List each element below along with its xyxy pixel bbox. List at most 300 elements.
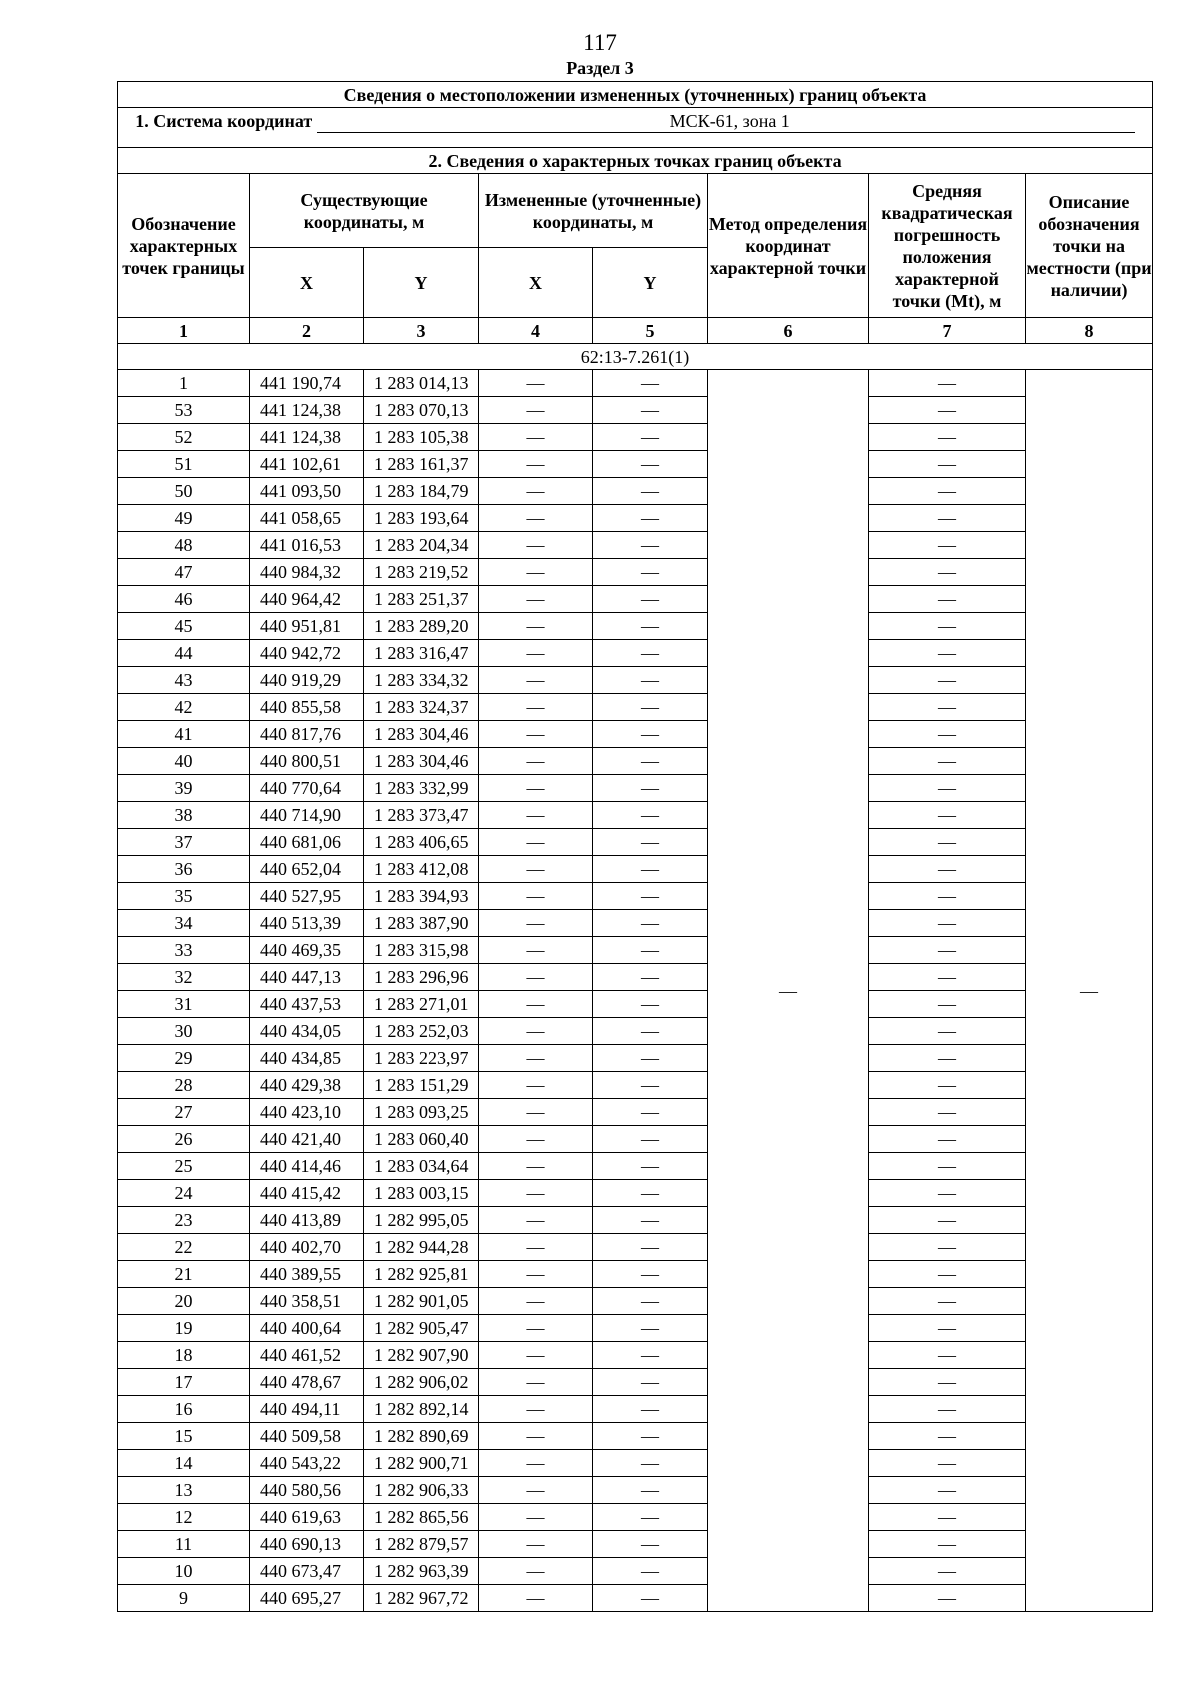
point-number: 42 — [118, 694, 250, 721]
parcel-id: 62:13-7.261(1) — [118, 344, 1153, 370]
existing-y-value: 1 283 296,96 — [364, 964, 479, 991]
existing-y-value: 1 282 901,05 — [364, 1288, 479, 1315]
point-number: 14 — [118, 1450, 250, 1477]
changed-x-value: — — [479, 1450, 593, 1477]
mean-error-value: — — [869, 478, 1026, 505]
changed-y-value: — — [593, 775, 708, 802]
column-number: 7 — [869, 318, 1026, 344]
changed-y-value: — — [593, 397, 708, 424]
existing-x-value: 440 358,51 — [250, 1288, 364, 1315]
table-row — [118, 1369, 1153, 1396]
point-number: 34 — [118, 910, 250, 937]
changed-y-value: — — [593, 370, 708, 397]
page-number: 117 — [583, 30, 617, 55]
point-number: 29 — [118, 1045, 250, 1072]
point-number: 30 — [118, 1018, 250, 1045]
existing-x-value: 440 402,70 — [250, 1234, 364, 1261]
table-row — [118, 1180, 1153, 1207]
changed-x-value: — — [479, 1234, 593, 1261]
existing-x-value: 441 058,65 — [250, 505, 364, 532]
point-number: 15 — [118, 1423, 250, 1450]
point-number: 37 — [118, 829, 250, 856]
changed-y-value: — — [593, 451, 708, 478]
point-number: 40 — [118, 748, 250, 775]
changed-x-value: — — [479, 451, 593, 478]
changed-x-value: — — [479, 1342, 593, 1369]
mean-error-value: — — [869, 829, 1026, 856]
changed-y-value: — — [593, 1558, 708, 1585]
mean-error-value: — — [869, 424, 1026, 451]
changed-x-value: — — [479, 910, 593, 937]
existing-x-value: 440 984,32 — [250, 559, 364, 586]
changed-y-value: — — [593, 856, 708, 883]
point-number: 41 — [118, 721, 250, 748]
changed-y-value: — — [593, 559, 708, 586]
existing-x-value: 441 190,74 — [250, 370, 364, 397]
existing-x-value: 440 434,85 — [250, 1045, 364, 1072]
existing-x-value: 440 527,95 — [250, 883, 364, 910]
table-row — [118, 721, 1153, 748]
existing-y-value: 1 282 944,28 — [364, 1234, 479, 1261]
table-row — [118, 1045, 1153, 1072]
changed-x-value: — — [479, 937, 593, 964]
mean-error-value: — — [869, 802, 1026, 829]
changed-y-value: — — [593, 424, 708, 451]
existing-y-value: 1 283 003,15 — [364, 1180, 479, 1207]
existing-x-value: 440 580,56 — [250, 1477, 364, 1504]
changed-x-value: — — [479, 1099, 593, 1126]
changed-x-value: — — [479, 1315, 593, 1342]
existing-y-value: 1 283 334,32 — [364, 667, 479, 694]
column-number: 6 — [708, 318, 869, 344]
changed-y-value: — — [593, 1369, 708, 1396]
existing-x-value: 440 919,29 — [250, 667, 364, 694]
existing-x-value: 441 124,38 — [250, 397, 364, 424]
table-row — [118, 802, 1153, 829]
changed-y-value: — — [593, 1423, 708, 1450]
changed-y-value: — — [593, 1072, 708, 1099]
changed-x-value: — — [479, 856, 593, 883]
existing-y-value: 1 283 332,99 — [364, 775, 479, 802]
existing-x-value: 440 415,42 — [250, 1180, 364, 1207]
points-title: 2. Сведения о характерных точках границ объекта — [118, 148, 1153, 174]
existing-y-value: 1 283 304,46 — [364, 721, 479, 748]
coord-system-label: 1. Система координат — [135, 111, 313, 131]
table-row — [118, 613, 1153, 640]
table-row — [118, 1018, 1153, 1045]
point-number: 49 — [118, 505, 250, 532]
header-existing-y: Y — [364, 248, 479, 318]
mean-error-value: — — [869, 1531, 1026, 1558]
point-number: 44 — [118, 640, 250, 667]
table-row — [118, 829, 1153, 856]
mean-error-value: — — [869, 1126, 1026, 1153]
existing-y-value: 1 283 219,52 — [364, 559, 479, 586]
table-row — [118, 937, 1153, 964]
changed-y-value: — — [593, 1126, 708, 1153]
changed-y-value: — — [593, 1045, 708, 1072]
existing-x-value: 440 673,47 — [250, 1558, 364, 1585]
table-row — [118, 1585, 1153, 1612]
table-row — [118, 1234, 1153, 1261]
changed-x-value: — — [479, 694, 593, 721]
table-row — [118, 775, 1153, 802]
existing-y-value: 1 283 151,29 — [364, 1072, 479, 1099]
mean-error-value: — — [869, 1045, 1026, 1072]
changed-y-value: — — [593, 1396, 708, 1423]
point-number: 19 — [118, 1315, 250, 1342]
changed-x-value: — — [479, 721, 593, 748]
changed-y-value: — — [593, 640, 708, 667]
mean-error-value: — — [869, 1018, 1026, 1045]
mean-error-value: — — [869, 937, 1026, 964]
point-number: 51 — [118, 451, 250, 478]
existing-x-value: 440 543,22 — [250, 1450, 364, 1477]
point-number: 25 — [118, 1153, 250, 1180]
changed-x-value: — — [479, 1396, 593, 1423]
existing-y-value: 1 282 906,02 — [364, 1369, 479, 1396]
method-value: — — [708, 370, 869, 1612]
changed-x-value: — — [479, 1207, 593, 1234]
table-row — [118, 856, 1153, 883]
point-number: 52 — [118, 424, 250, 451]
table-row — [118, 748, 1153, 775]
existing-y-value: 1 282 995,05 — [364, 1207, 479, 1234]
header-method: Метод определения координат характерной точки — [708, 174, 869, 318]
mean-error-value: — — [869, 883, 1026, 910]
changed-y-value: — — [593, 829, 708, 856]
existing-x-value: 440 714,90 — [250, 802, 364, 829]
mean-error-value: — — [869, 1504, 1026, 1531]
existing-y-value: 1 283 412,08 — [364, 856, 479, 883]
changed-x-value: — — [479, 370, 593, 397]
point-number: 43 — [118, 667, 250, 694]
existing-y-value: 1 282 892,14 — [364, 1396, 479, 1423]
existing-x-value: 440 389,55 — [250, 1261, 364, 1288]
existing-y-value: 1 282 907,90 — [364, 1342, 479, 1369]
existing-y-value: 1 283 289,20 — [364, 613, 479, 640]
existing-x-value: 440 817,76 — [250, 721, 364, 748]
existing-x-value: 440 964,42 — [250, 586, 364, 613]
point-number: 27 — [118, 1099, 250, 1126]
description-value: — — [1026, 370, 1153, 1612]
existing-y-value: 1 282 963,39 — [364, 1558, 479, 1585]
mean-error-value: — — [869, 1585, 1026, 1612]
point-number: 35 — [118, 883, 250, 910]
changed-x-value: — — [479, 1585, 593, 1612]
mean-error-value: — — [869, 1315, 1026, 1342]
table-row — [118, 1126, 1153, 1153]
mean-error-value: — — [869, 1234, 1026, 1261]
table-row — [118, 1315, 1153, 1342]
changed-y-value: — — [593, 613, 708, 640]
existing-x-value: 440 461,52 — [250, 1342, 364, 1369]
mean-error-value: — — [869, 667, 1026, 694]
table-row — [118, 640, 1153, 667]
changed-y-value: — — [593, 991, 708, 1018]
point-number: 46 — [118, 586, 250, 613]
header-designation: Обозначение характерных точек границы — [118, 174, 250, 318]
mean-error-value: — — [869, 1342, 1026, 1369]
existing-x-value: 440 429,38 — [250, 1072, 364, 1099]
existing-y-value: 1 283 184,79 — [364, 478, 479, 505]
point-number: 28 — [118, 1072, 250, 1099]
changed-y-value: — — [593, 586, 708, 613]
table-row — [118, 397, 1153, 424]
changed-y-value: — — [593, 1207, 708, 1234]
mean-error-value: — — [869, 1288, 1026, 1315]
point-number: 22 — [118, 1234, 250, 1261]
changed-y-value: — — [593, 1504, 708, 1531]
point-number: 18 — [118, 1342, 250, 1369]
changed-y-value: — — [593, 748, 708, 775]
mean-error-value: — — [869, 1099, 1026, 1126]
mean-error-value: — — [869, 613, 1026, 640]
changed-x-value: — — [479, 1558, 593, 1585]
table-row — [118, 586, 1153, 613]
column-number: 8 — [1026, 318, 1153, 344]
existing-y-value: 1 282 890,69 — [364, 1423, 479, 1450]
point-number: 24 — [118, 1180, 250, 1207]
changed-y-value: — — [593, 667, 708, 694]
mean-error-value: — — [869, 1450, 1026, 1477]
changed-y-value: — — [593, 478, 708, 505]
existing-y-value: 1 283 324,37 — [364, 694, 479, 721]
changed-x-value: — — [479, 802, 593, 829]
existing-y-value: 1 283 271,01 — [364, 991, 479, 1018]
mean-error-value: — — [869, 1558, 1026, 1585]
existing-y-value: 1 283 316,47 — [364, 640, 479, 667]
existing-y-value: 1 283 060,40 — [364, 1126, 479, 1153]
existing-x-value: 440 690,13 — [250, 1531, 364, 1558]
table-row — [118, 1531, 1153, 1558]
changed-y-value: — — [593, 964, 708, 991]
point-number: 48 — [118, 532, 250, 559]
changed-y-value: — — [593, 1153, 708, 1180]
mean-error-value: — — [869, 964, 1026, 991]
changed-x-value: — — [479, 1072, 593, 1099]
changed-y-value: — — [593, 1180, 708, 1207]
point-number: 10 — [118, 1558, 250, 1585]
changed-y-value: — — [593, 802, 708, 829]
existing-x-value: 440 855,58 — [250, 694, 364, 721]
existing-x-value: 440 478,67 — [250, 1369, 364, 1396]
existing-y-value: 1 282 967,72 — [364, 1585, 479, 1612]
changed-x-value: — — [479, 1180, 593, 1207]
changed-y-value: — — [593, 532, 708, 559]
existing-y-value: 1 282 905,47 — [364, 1315, 479, 1342]
changed-x-value: — — [479, 559, 593, 586]
existing-x-value: 440 770,64 — [250, 775, 364, 802]
table-row — [118, 424, 1153, 451]
mean-error-value: — — [869, 1261, 1026, 1288]
table-row — [118, 370, 1153, 397]
existing-y-value: 1 283 373,47 — [364, 802, 479, 829]
changed-x-value: — — [479, 505, 593, 532]
existing-y-value: 1 283 034,64 — [364, 1153, 479, 1180]
point-number: 23 — [118, 1207, 250, 1234]
changed-x-value: — — [479, 1423, 593, 1450]
changed-x-value: — — [479, 424, 593, 451]
table-row — [118, 1099, 1153, 1126]
table-row — [118, 1450, 1153, 1477]
table-row — [118, 1558, 1153, 1585]
existing-x-value: 440 413,89 — [250, 1207, 364, 1234]
existing-y-value: 1 283 105,38 — [364, 424, 479, 451]
point-number: 20 — [118, 1288, 250, 1315]
point-number: 26 — [118, 1126, 250, 1153]
point-number: 11 — [118, 1531, 250, 1558]
changed-x-value: — — [479, 1504, 593, 1531]
changed-x-value: — — [479, 532, 593, 559]
changed-y-value: — — [593, 1531, 708, 1558]
existing-y-value: 1 283 204,34 — [364, 532, 479, 559]
existing-y-value: 1 283 252,03 — [364, 1018, 479, 1045]
existing-y-value: 1 282 925,81 — [364, 1261, 479, 1288]
point-number: 32 — [118, 964, 250, 991]
table-row — [118, 1477, 1153, 1504]
existing-x-value: 441 124,38 — [250, 424, 364, 451]
point-number: 9 — [118, 1585, 250, 1612]
changed-x-value: — — [479, 991, 593, 1018]
point-number: 12 — [118, 1504, 250, 1531]
changed-x-value: — — [479, 775, 593, 802]
point-number: 53 — [118, 397, 250, 424]
changed-y-value: — — [593, 505, 708, 532]
existing-x-value: 440 414,46 — [250, 1153, 364, 1180]
point-number: 45 — [118, 613, 250, 640]
changed-y-value: — — [593, 883, 708, 910]
table-row — [118, 451, 1153, 478]
existing-x-value: 441 016,53 — [250, 532, 364, 559]
column-number: 3 — [364, 318, 479, 344]
point-number: 1 — [118, 370, 250, 397]
existing-y-value: 1 283 014,13 — [364, 370, 479, 397]
header-changed-y: Y — [593, 248, 708, 318]
column-number: 1 — [118, 318, 250, 344]
existing-y-value: 1 283 394,93 — [364, 883, 479, 910]
changed-y-value: — — [593, 1342, 708, 1369]
header-existing-x: X — [250, 248, 364, 318]
existing-x-value: 441 102,61 — [250, 451, 364, 478]
mean-error-value: — — [869, 1477, 1026, 1504]
existing-x-value: 440 681,06 — [250, 829, 364, 856]
changed-x-value: — — [479, 964, 593, 991]
changed-x-value: — — [479, 640, 593, 667]
mean-error-value: — — [869, 1153, 1026, 1180]
changed-y-value: — — [593, 1288, 708, 1315]
changed-x-value: — — [479, 1477, 593, 1504]
point-number: 50 — [118, 478, 250, 505]
existing-y-value: 1 283 304,46 — [364, 748, 479, 775]
changed-x-value: — — [479, 883, 593, 910]
existing-x-value: 440 400,64 — [250, 1315, 364, 1342]
changed-x-value: — — [479, 829, 593, 856]
mean-error-value: — — [869, 1180, 1026, 1207]
section-label: Раздел 3 — [566, 58, 634, 78]
existing-y-value: 1 283 161,37 — [364, 451, 479, 478]
changed-y-value: — — [593, 1261, 708, 1288]
table-row — [118, 505, 1153, 532]
mean-error-value: — — [869, 694, 1026, 721]
mean-error-value: — — [869, 586, 1026, 613]
existing-x-value: 440 800,51 — [250, 748, 364, 775]
table-row — [118, 559, 1153, 586]
mean-error-value: — — [869, 640, 1026, 667]
table-row — [118, 532, 1153, 559]
existing-y-value: 1 283 093,25 — [364, 1099, 479, 1126]
changed-y-value: — — [593, 910, 708, 937]
mean-error-value: — — [869, 1396, 1026, 1423]
existing-x-value: 440 942,72 — [250, 640, 364, 667]
point-number: 31 — [118, 991, 250, 1018]
changed-y-value: — — [593, 1585, 708, 1612]
changed-x-value: — — [479, 1531, 593, 1558]
changed-y-value: — — [593, 1477, 708, 1504]
existing-y-value: 1 283 387,90 — [364, 910, 479, 937]
changed-y-value: — — [593, 1099, 708, 1126]
existing-y-value: 1 283 223,97 — [364, 1045, 479, 1072]
changed-y-value: — — [593, 694, 708, 721]
existing-x-value: 440 494,11 — [250, 1396, 364, 1423]
table-row — [118, 1423, 1153, 1450]
mean-error-value: — — [869, 559, 1026, 586]
changed-x-value: — — [479, 748, 593, 775]
changed-x-value: — — [479, 1288, 593, 1315]
mean-error-value: — — [869, 1369, 1026, 1396]
mean-error-value: — — [869, 856, 1026, 883]
table-row — [118, 964, 1153, 991]
table-row — [118, 1207, 1153, 1234]
existing-x-value: 441 093,50 — [250, 478, 364, 505]
table-row — [118, 1072, 1153, 1099]
changed-x-value: — — [479, 1369, 593, 1396]
existing-x-value: 440 434,05 — [250, 1018, 364, 1045]
point-number: 39 — [118, 775, 250, 802]
point-number: 16 — [118, 1396, 250, 1423]
mean-error-value: — — [869, 775, 1026, 802]
changed-y-value: — — [593, 1450, 708, 1477]
existing-x-value: 440 437,53 — [250, 991, 364, 1018]
mean-error-value: — — [869, 532, 1026, 559]
changed-x-value: — — [479, 667, 593, 694]
changed-x-value: — — [479, 1018, 593, 1045]
existing-x-value: 440 619,63 — [250, 1504, 364, 1531]
existing-y-value: 1 282 865,56 — [364, 1504, 479, 1531]
boundary-points-table — [117, 81, 1153, 1612]
table-row — [118, 694, 1153, 721]
existing-y-value: 1 282 906,33 — [364, 1477, 479, 1504]
changed-y-value: — — [593, 1315, 708, 1342]
table-row — [118, 1288, 1153, 1315]
mean-error-value: — — [869, 1423, 1026, 1450]
mean-error-value: — — [869, 1072, 1026, 1099]
changed-x-value: — — [479, 1261, 593, 1288]
changed-x-value: — — [479, 397, 593, 424]
column-number: 4 — [479, 318, 593, 344]
point-number: 36 — [118, 856, 250, 883]
point-number: 21 — [118, 1261, 250, 1288]
mean-error-value: — — [869, 910, 1026, 937]
point-number: 13 — [118, 1477, 250, 1504]
point-number: 38 — [118, 802, 250, 829]
column-number: 5 — [593, 318, 708, 344]
table-row — [118, 1504, 1153, 1531]
existing-y-value: 1 283 251,37 — [364, 586, 479, 613]
existing-x-value: 440 447,13 — [250, 964, 364, 991]
changed-x-value: — — [479, 1045, 593, 1072]
header-description: Описание обозначения точки на местности (при наличии) — [1026, 174, 1153, 318]
